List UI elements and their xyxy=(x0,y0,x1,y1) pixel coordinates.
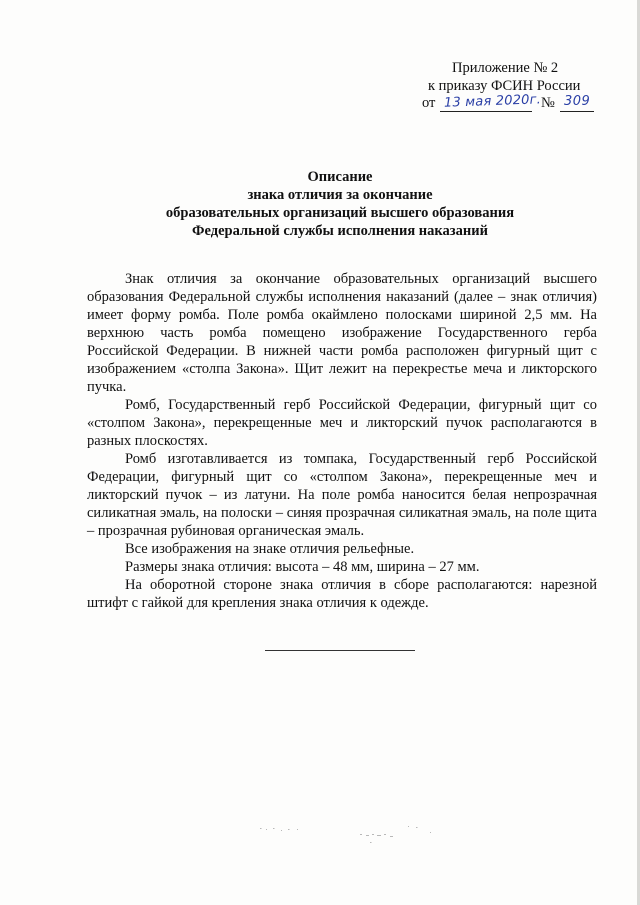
body-paragraph-5: Размеры знака отличия: высота – 48 мм, ширина – 27 мм. xyxy=(125,559,480,575)
title-line-1: Описание xyxy=(307,169,373,185)
appendix-order-ref: к приказу ФСИН России xyxy=(428,77,581,94)
body-paragraph-6: На оборотной стороне знака отличия в сборе располагаются: нарезной штифт с гайкой для крепления знака отличия к одежде. xyxy=(87,577,597,611)
body-paragraph-1: Знак отличия за окончание образовательных организаций высшего образования Федеральной службы исполнения наказаний (далее – знак отличия) имеет форму ромба. Поле ромба окаймлено полосками шириной 2,5 мм. На верхнюю часть ромба помещено изображение Государственного герба Российской Федерации. В нижней части ромба расположен фигурный щит с изображением «столпа Закона». Щит лежит на перекрестье меча и ликторского пучка. xyxy=(87,271,597,395)
body-paragraph-3: Ромб изготавливается из томпака, Государственный герб Российской Федерации, фигурный щит со «столпом Закона», перекрещенные меч и ликторский пучок – из латуни. На поле ромба наносится белая непрозрачная силикатная эмаль, на полоски – синяя прозрачная силикатная эмаль, на поле щита – прозрачная рубиновая органическая эмаль. xyxy=(87,451,597,539)
handwritten-date: 13 мая 2020г. xyxy=(443,92,542,111)
closing-rule xyxy=(265,650,415,651)
body-paragraph-4: Все изображения на знаке отличия рельефные. xyxy=(125,541,415,557)
title-line-4: Федеральной службы исполнения наказаний xyxy=(192,223,488,239)
appendix-date-line xyxy=(400,92,620,113)
title-line-3: образовательных организаций высшего образования xyxy=(165,205,515,221)
number-field xyxy=(560,95,594,112)
from-label: от xyxy=(422,95,436,111)
date-field xyxy=(440,92,542,112)
document-body xyxy=(87,270,597,612)
scan-noise-marks xyxy=(240,820,460,860)
appendix-block xyxy=(400,60,620,113)
body-paragraph-2: Ромб, Государственный герб Российской Федерации, фигурный щит со «столпом Закона», перекрещенные меч и ликторский пучок располагаются в разных плоскостях. xyxy=(87,397,597,449)
title-line-2: знака отличия за окончание xyxy=(247,187,433,203)
number-label: № xyxy=(541,95,555,111)
handwritten-number: 309 xyxy=(564,94,591,109)
document-title xyxy=(110,168,570,240)
appendix-number: Приложение № 2 xyxy=(452,60,559,76)
